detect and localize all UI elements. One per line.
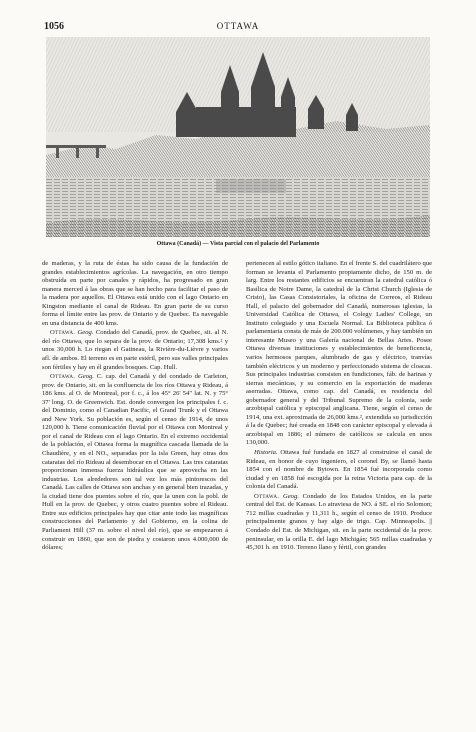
entry-head: Ottawa. [254,492,280,500]
paragraph [246,449,432,492]
running-head: OTTAWA [216,21,260,31]
paragraph-text: C. cap. del Canadá y del condado de Carleton, prov. de Ontario, sit. en la confluencia de los ríos Ottawa y Rideau, á 186 kms. al O. de Montreal, por f. c., á los 45° 26' 54" lat. N. y 75° 37' long. O. de Greenwich. Est. donde convergen los principales f. c. del Dominio, como el Canadian Pacific, el Grand Trunk y el Ottawa and New York. Su población es, según el censo de 1914, de unos 120,000 h. Tiene comunicación fluvial por el Ottawa con Montreal y por el canal de Rideau con el lago Ontario. En el extremo occidental de la población, el Ottawa forma la magnífica cascada llamada de la Chaudière, y en el NO., separadas por la isla Green, hay otras dos cataratas del río Rideau al desembocar en el Ottawa. Las tres cataratas proporcionan inmensa fuerza hidráulica que se aprovecha en las industrias. Los alrededores son tal vez los más pintorescos del Canadá. Las calles de Ottawa son anchas y en general bien trazadas, y la ciudad tiene dos puentes sobre el río, que la unen con la pobl. de Hull en la prov. de Quebec, y otros cuatro puentes sobre el Rideau. Entre sus edificios principales hay que citar ante todo las magníficas construcciones del Parlamento y del Gobierno, en la colina de Parliament Hill (37 m. sobre el nivel del río), que se empezaron á construir en 1860, que son de piedra y costaron unos 4.000,000 de dólares; [42,373,228,552]
paragraph [42,329,228,372]
paragraph-text: de maderas, y la ruta de éstas ha sido causa de la fundación de grandes establecimientos agrícolas. La navegación, en otro tiempo obstruída en parte por canales y rápidos, ha progresado en gran manera merced á las obras que se han hecho para facilitar el paso de la madera por aquellos. El Ottawa está unido con el lago Ontario en Kingston mediante el canal de Rideau. En gran parte de su curso forma el límite entre las prov. de Ontario y de Quebec. Es navegable en una distancia de 400 kms. [42,260,228,327]
engraving-figure [46,37,430,237]
entry-subhead: Geog. [77,329,94,337]
paragraph-text: pertenecen al estilo gótico italiano. En el frente S. del cuadrilátero que forman se levanta el Parlamento propiamente dicho, de 150 m. de larg. Entre los restantes edificios se encuentran la catedral católica ó Basílica de Notre Dame, la catedral de la Christ Church (Iglesia de Cristo), las Casas Consistoriales, la oficina de Correos, el Rideau Hall, el palacio del gobernador del Canadá, numerosas iglesias, la Universidad Católica de Ottawa, el Colegy Ladies' College, un Instituto colegiado y una Escuela Normal. La Biblioteca pública ó parlamentaria consta de más de 200.000 volúmenes, y hay también un interesante Museo y una Galería nacional de Bellas Artes. Posee Ottawa diversas instituciones y establecimientos de beneficencia, varios hermosos parques, alumbrado de gas y eléctrico, tranvías también eléctricos y un moderno y perfeccionado sistema de cloacas. Sus principales industrias consisten en fundiciones, fáb. de harinas y sierras mecánicas, y su comercio en la exportación de maderas aserradas. Ottawa, como cap. del Canadá, es residencia del gobernador general y del Tribunal Supremo de la colonia, sede arzobispal católica y episcopal anglicana. Tiene, según el censo de 1914, una ext. aproximada de 26,000 kms.², extendida su jurisdicción á la de Quebec; fué creada en 1848 con carácter episcopal y elevada á arzobispal en 1886; el número de católicos se calcula en unos 130,000. [246,260,432,447]
engraving-ottawa-parliament-icon [46,37,430,237]
entry-head: Ottawa. [50,329,76,337]
paragraph [246,493,432,553]
figure-caption: Ottawa (Canadá) — Vista parcial con el palacio del Parlamento [156,241,320,247]
entry-head: Ottawa. [50,373,76,381]
paragraph [42,260,228,328]
left-column [42,260,228,554]
page-number: 1056 [44,21,64,32]
paragraph-text: Condado de los Estados Unidos, en la parte central del Est. de Kansas. Lo atraviesa de NO. á SE. el río Solomon; 712 millas cuadradas y 11,311 h., según el censo de 1910. Produce principalmente granos y hay algo de trigo. Cap. Minneapolis. || Condado del Est. de Michigan, sit. en la parte occidental de la prov. peninsular, en la orilla E. del lago Michigán; 565 millas cuadradas y 45,301 h. en 1910. Terreno llano y fértil, con grandes [246,492,432,552]
paragraph-text: Ottawa fué fundada en 1827 al construirse el canal de Rideau, en honor de cuyo ingeniero, el coronel By, se llamó hasta 1854 con el nombre de Bytown. En 1854 fué incorporada como ciudad y en 1858 fué escogida por la reina Victoria para cap. de la colonia del Canadá. [246,449,432,491]
paragraph [42,373,228,552]
entry-subhead: Historia. [254,449,278,457]
paragraph-text: Condado del Canadá, prov. de Quebec, sit. al N. del río Ottawa, que lo separa de la prov. de Ontario; 17,308 kms.² y unos 30,000 h. Lo riegan el Gatineau, la Rivière-du-Lièvre y varios afl. de ambos. El terreno es en parte estéril, pero sus valles principales son fértiles y hay en él grandes bosques. Cap. Hull. [42,329,228,371]
paragraph [246,260,432,448]
entry-subhead: Geog. [78,373,94,381]
entry-subhead: Geog. [282,492,299,500]
right-column [246,260,432,554]
